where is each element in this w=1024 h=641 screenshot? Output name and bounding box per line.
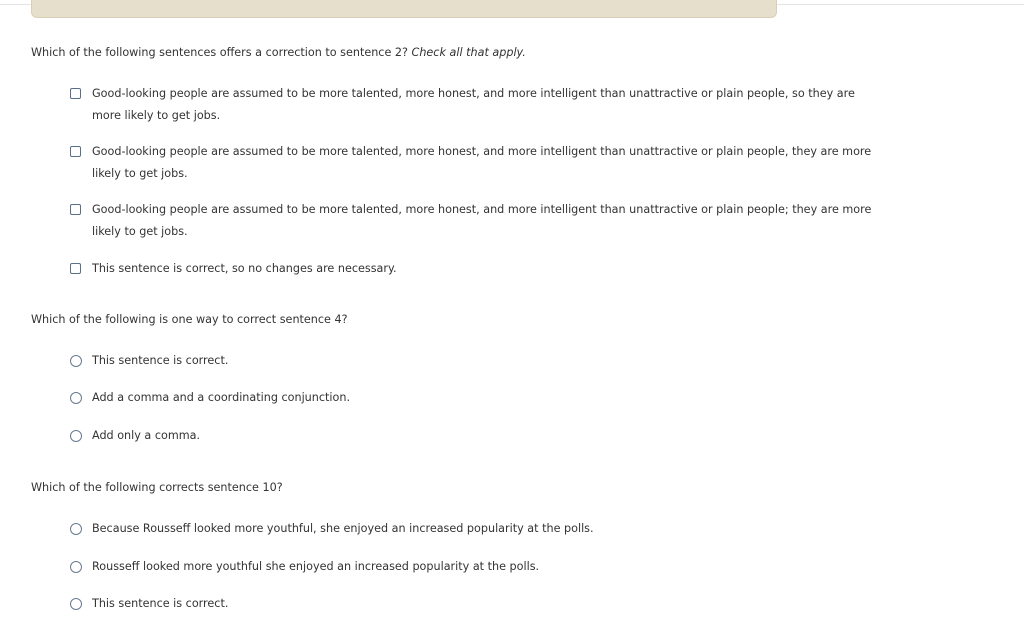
q1-option-4-checkbox[interactable]	[70, 263, 81, 274]
q1-option-2-checkbox[interactable]	[70, 146, 81, 157]
q3-option-2-label: Rousseff looked more youthful she enjoyed an increased popularity at the polls.	[92, 560, 540, 573]
q1-option-1-checkbox[interactable]	[70, 88, 81, 99]
q2-option-1-radio[interactable]	[70, 355, 82, 367]
question-3-prompt	[31, 481, 283, 495]
q1-option-3-checkbox[interactable]	[70, 204, 81, 215]
q3-option-1-label: Because Rousseff looked more youthful, she enjoyed an increased popularity at the polls.	[92, 522, 594, 535]
question-1-prompt	[31, 46, 526, 60]
q2-option-1-label: This sentence is correct.	[92, 354, 229, 367]
q1-option-3-label: Good-looking people are assumed to be more talented, more honest, and more intelligent than unattractive or plain people; they are more likely to get jobs.	[92, 203, 872, 238]
question-3-text: Which of the following corrects sentence 10?	[31, 481, 283, 494]
q3-option-1-radio[interactable]	[70, 523, 82, 535]
q3-option-2-radio[interactable]	[70, 561, 82, 573]
question-2-text: Which of the following is one way to correct sentence 4?	[31, 313, 348, 326]
q3-option-3-radio[interactable]	[70, 598, 82, 610]
top-panel-bar	[31, 0, 777, 18]
q2-option-2-radio[interactable]	[70, 392, 82, 404]
question-1-instruction: Check all that apply.	[411, 46, 526, 59]
q1-option-1-label: Good-looking people are assumed to be more talented, more honest, and more intelligent than unattractive or plain people, so they are more likely to get jobs.	[92, 87, 855, 122]
q1-option-4-label: This sentence is correct, so no changes are necessary.	[92, 262, 397, 275]
q2-option-3-label: Add only a comma.	[92, 429, 201, 442]
q1-option-2-label: Good-looking people are assumed to be more talented, more honest, and more intelligent than unattractive or plain people, they are more likely to get jobs.	[92, 145, 872, 180]
q2-option-2-label: Add a comma and a coordinating conjunction.	[92, 391, 351, 404]
q3-option-3-label: This sentence is correct.	[92, 597, 229, 610]
q2-option-3-radio[interactable]	[70, 430, 82, 442]
question-1-text: Which of the following sentences offers a correction to sentence 2?	[31, 46, 408, 59]
question-2-prompt	[31, 313, 348, 327]
